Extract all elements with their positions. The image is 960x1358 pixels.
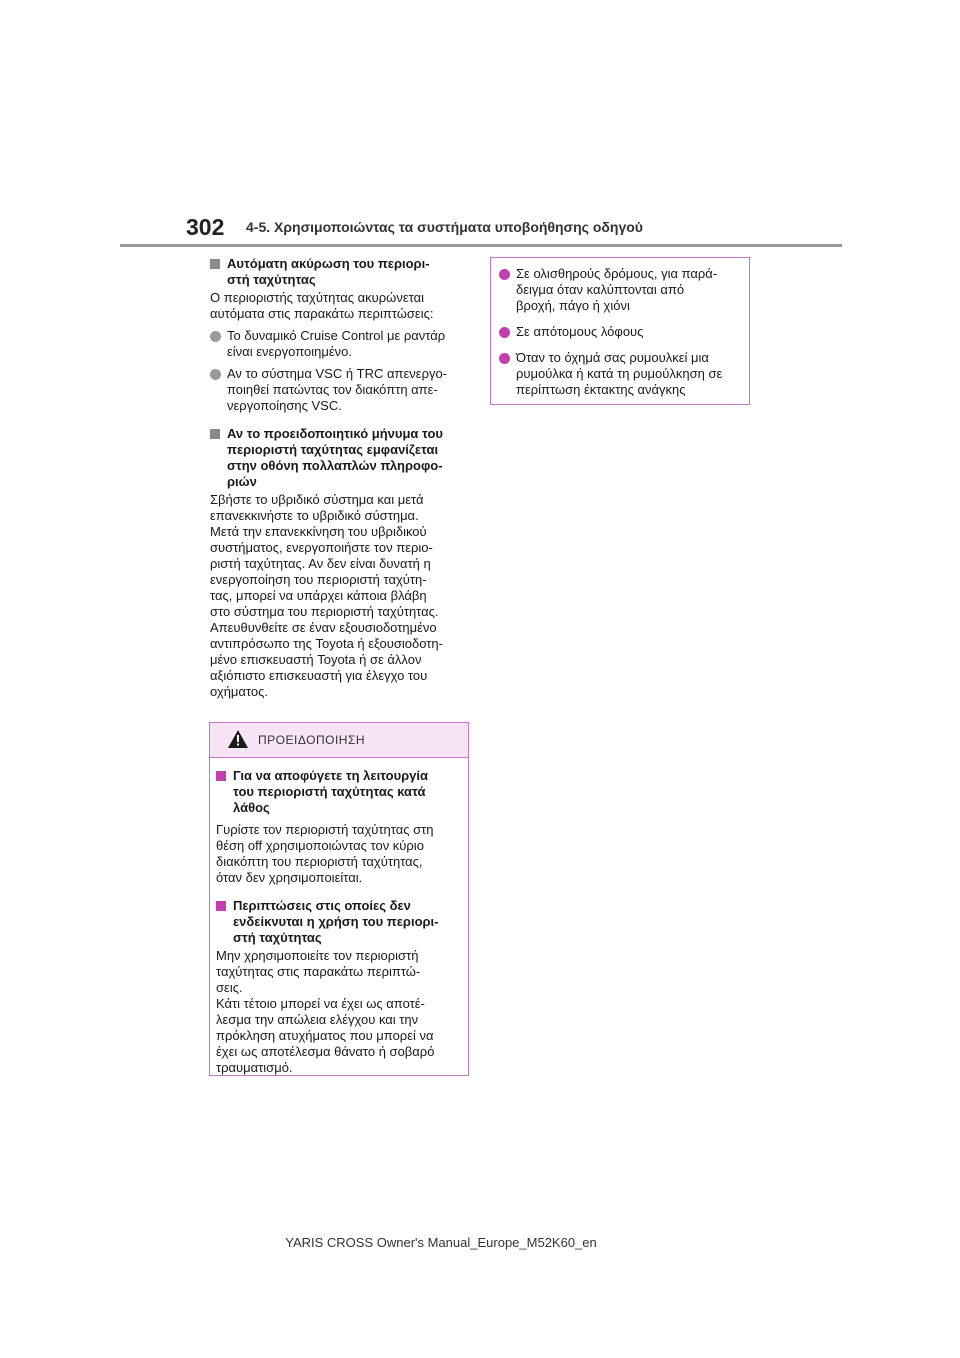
square-marker-icon [210, 259, 220, 269]
bullet-dot-icon [210, 331, 221, 342]
page-number: 302 [186, 214, 225, 240]
warning-triangle-icon [228, 730, 248, 748]
section-heading-text: Αν το προειδοποιητικό μήνυμα του περιοριστή ταχύτητας εμφανίζεται στην οθόνη πολλαπλών πληροφο- ριών [227, 426, 443, 489]
section-heading [216, 898, 462, 946]
list-item [499, 324, 741, 340]
bullet-dot-icon [210, 369, 221, 380]
bullet-dot-icon [499, 353, 510, 364]
warning-section-cases [216, 898, 462, 1076]
list-item [210, 366, 472, 414]
section-heading [210, 426, 472, 490]
list-item-text: Το δυναμικό Cruise Control με ραντάρ είναι ενεργοποιημένο. [227, 328, 446, 359]
list-item [499, 266, 741, 314]
chapter-title: 4-5. Χρησιμοποιώντας τα συστήματα υποβοήθησης οδηγού [246, 219, 643, 235]
section-heading-text: Για να αποφύγετε τη λειτουργία του περιοριστή ταχύτητας κατά λάθος [233, 768, 429, 815]
list-item-text: Σε ολισθηρούς δρόμους, για παρά- δειγμα όταν καλύπτονται από βροχή, πάγο ή χιόνι [516, 266, 718, 313]
section-heading-text: Περιπτώσεις στις οποίες δεν ενδείκνυται η χρήση του περιορι- στή ταχύτητας [233, 898, 439, 945]
warning-body [210, 758, 468, 1076]
square-marker-icon [216, 771, 226, 781]
section-body: Γυρίστε τον περιοριστή ταχύτητας στη θέση off χρησιμοποιώντας τον κύριο διακόπτη του περιοριστή ταχύτητας, όταν δεν χρησιμοποιείται. [216, 822, 434, 885]
section-warning-message [210, 426, 472, 700]
list-item [210, 328, 472, 360]
header-divider [120, 244, 842, 247]
section-body: Μην χρησιμοποιείτε τον περιοριστή ταχύτητας στις παρακάτω περιπτώ- σεις. Κάτι τέτοιο μπορεί να έχει ως αποτέ- λεσμα την απώλεια ελέγχου και την πρόκληση ατυχήματος που μπορεί να έχει ως αποτέλεσμα θάνατο ή σοβαρό τραυματισμό. [216, 948, 435, 1075]
section-heading-text: Αυτόματη ακύρωση του περιορι- στή ταχύτητας [227, 256, 430, 287]
list-item-text: Όταν το όχημά σας ρυμουλκεί μια ρυμούλκα ή κατά τη ρυμούλκηση σε περίπτωση έκτακτης ανάγκης [516, 350, 723, 397]
section-body: Σβήστε το υβριδικό σύστημα και μετά επανεκκινήστε το υβριδικό σύστημα. Μετά την επανεκκίνηση του υβριδικού συστήματος, ενεργοποιήστε τον περιο- ριστή ταχύτητας. Αν δεν είναι δυνατή η ενεργοποίηση του περιοριστή ταχύτη- τας, μπορεί να υπάρχει κάποια βλάβη στο σύστημα του περιοριστή ταχύτητας. Απευθυνθείτε σε έναν εξουσιοδοτημένο αντιπρόσωπο της Toyota ή εξουσιοδοτη- μένο επισκευαστή Toyota ή σε άλλον αξιόπιστο επισκευαστή για έλεγχο του οχήματος. [210, 492, 443, 699]
footer-text: YARIS CROSS Owner's Manual_Europe_M52K60_en [285, 1235, 597, 1250]
list-item-text: Σε απότομους λόφους [516, 324, 644, 339]
bullet-dot-icon [499, 269, 510, 280]
warning-header [210, 723, 468, 758]
section-auto-cancel [210, 256, 472, 414]
page-footer [0, 1235, 960, 1250]
square-marker-icon [216, 901, 226, 911]
warning-label: ΠΡΟΕΙΔΟΠΟΙΗΣΗ [258, 733, 366, 747]
continued-warning-box [490, 257, 750, 405]
section-body: Ο περιοριστής ταχύτητας ακυρώνεται αυτόματα στις παρακάτω περιπτώσεις: [210, 290, 434, 321]
left-column [210, 256, 472, 706]
section-heading [216, 768, 462, 816]
warning-section-avoid [216, 768, 462, 886]
section-heading [210, 256, 472, 288]
warning-box [209, 722, 469, 1076]
list-item [499, 350, 741, 398]
list-item-text: Αν το σύστημα VSC ή TRC απενεργο- ποιηθεί πατώντας τον διακόπτη απε- νεργοποίησης VSC. [227, 366, 448, 413]
square-marker-icon [210, 429, 220, 439]
bullet-dot-icon [499, 327, 510, 338]
